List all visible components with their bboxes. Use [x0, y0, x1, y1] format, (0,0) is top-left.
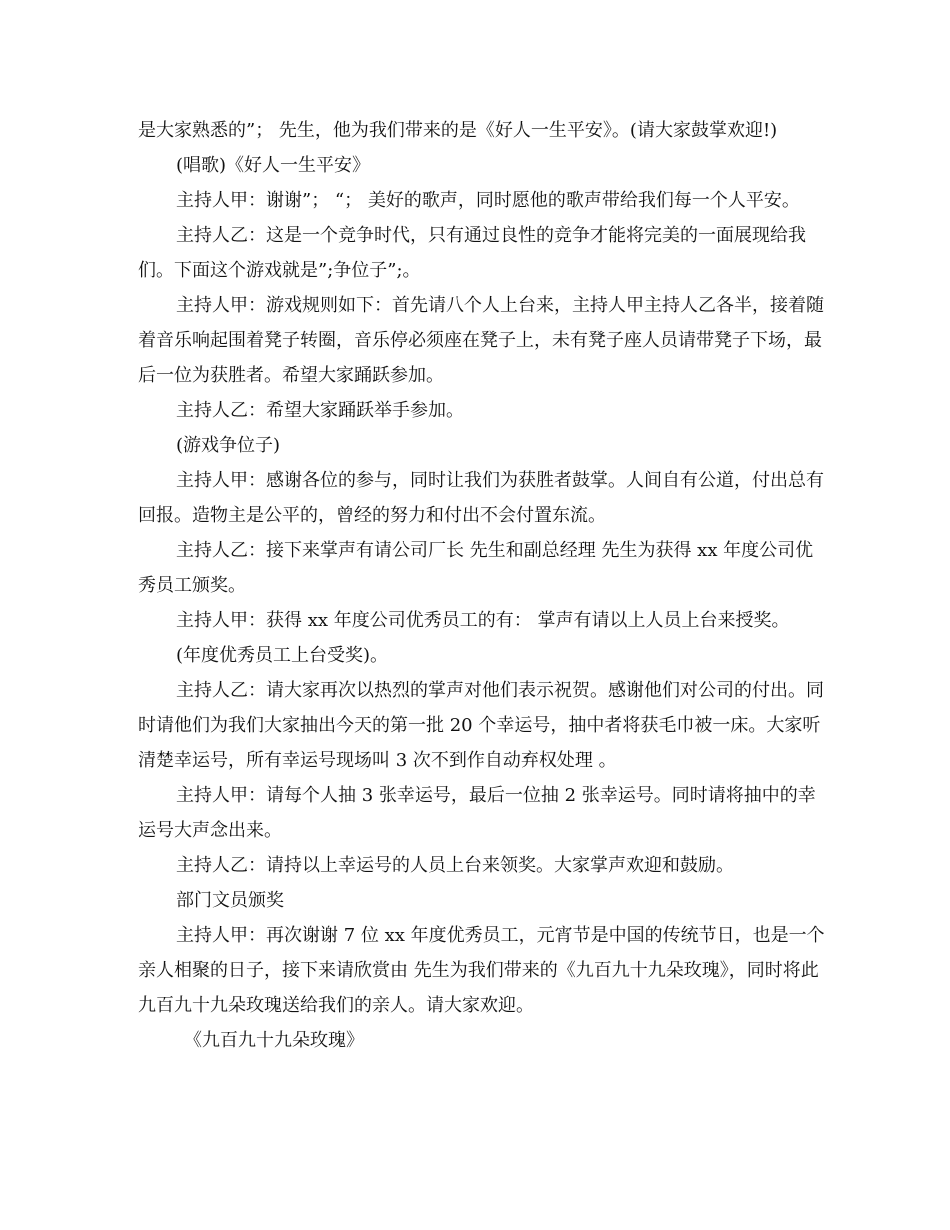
- paragraph-intro-continuation: 是大家熟悉的”； 先生，他为我们带来的是《好人一生平安》。(请大家鼓掌欢迎!): [138, 120, 778, 141]
- paragraph-host-b-participate: 主持人乙：希望大家踊跃举手参加。: [176, 400, 464, 421]
- paragraph-host-b-awards: 主持人乙：接下来掌声有请公司厂长 先生和副总经理 先生为获得 xx 年度公司优秀员工颁奖。: [138, 540, 814, 596]
- paragraph-award-stage: (年度优秀员工上台受奖)。: [176, 645, 389, 666]
- paragraph-host-a-thanks-participants: 主持人甲：感谢各位的参与，同时让我们为获胜者鼓掌。人间自有公道，付出总有回报。造物主是公平的，曾经的努力和付出不会付置东流。: [138, 470, 824, 526]
- paragraph-clerk-awards: 部门文员颁奖: [176, 890, 284, 911]
- document-body: [138, 113, 828, 1058]
- paragraph-song-1: (唱歌)《好人一生平安》: [176, 155, 371, 176]
- paragraph-host-a-draw-rules: 主持人甲：请每个人抽 3 张幸运号，最后一位抽 2 张幸运号。同时请将抽中的幸运号大声念出来。: [138, 785, 816, 841]
- paragraph-host-a-winners: 主持人甲：获得 xx 年度公司优秀员工的有： 掌声有请以上人员上台来授奖。: [176, 610, 790, 631]
- paragraph-host-b-collect-prizes: 主持人乙：请持以上幸运号的人员上台来领奖。大家掌声欢迎和鼓励。: [176, 855, 734, 876]
- paragraph-game: (游戏争位子): [176, 435, 281, 456]
- paragraph-host-b-lucky-draw: 主持人乙：请大家再次以热烈的掌声对他们表示祝贺。感谢他们对公司的付出。同时请他们为我们大家抽出今天的第一批 20 个幸运号，抽中者将获毛巾被一床。大家听清楚幸运号，所有幸运号现场叫 3 次不到作自动弃权处理 。: [138, 680, 824, 771]
- paragraph-host-a-lantern-festival: 主持人甲：再次谢谢 7 位 xx 年度优秀员工，元宵节是中国的传统节日，也是一个亲人相聚的日子，接下来请欣赏由 先生为我们带来的《九百九十九朵玫瑰》，同时将此九百九十九朵玫瑰送给我们的亲人。请大家欢迎。: [138, 925, 825, 1016]
- paragraph-song-2: 《九百九十九朵玫瑰》: [184, 1030, 364, 1051]
- paragraph-host-a-thanks: 主持人甲：谢谢”； “； 美好的歌声，同时愿他的歌声带给我们每一个人平安。: [176, 190, 800, 211]
- paragraph-host-b-competition: 主持人乙：这是一个竞争时代，只有通过良性的竞争才能将完美的一面展现给我们。下面这个游戏就是”;争位子”;。: [138, 225, 806, 281]
- paragraph-game-rules: 主持人甲：游戏规则如下：首先请八个人上台来，主持人甲主持人乙各半，接着随着音乐响起围着凳子转圈，音乐停必须座在凳子上，未有凳子座人员请带凳子下场，最后一位为获胜者。希望大家踊跃参加。: [138, 295, 824, 386]
